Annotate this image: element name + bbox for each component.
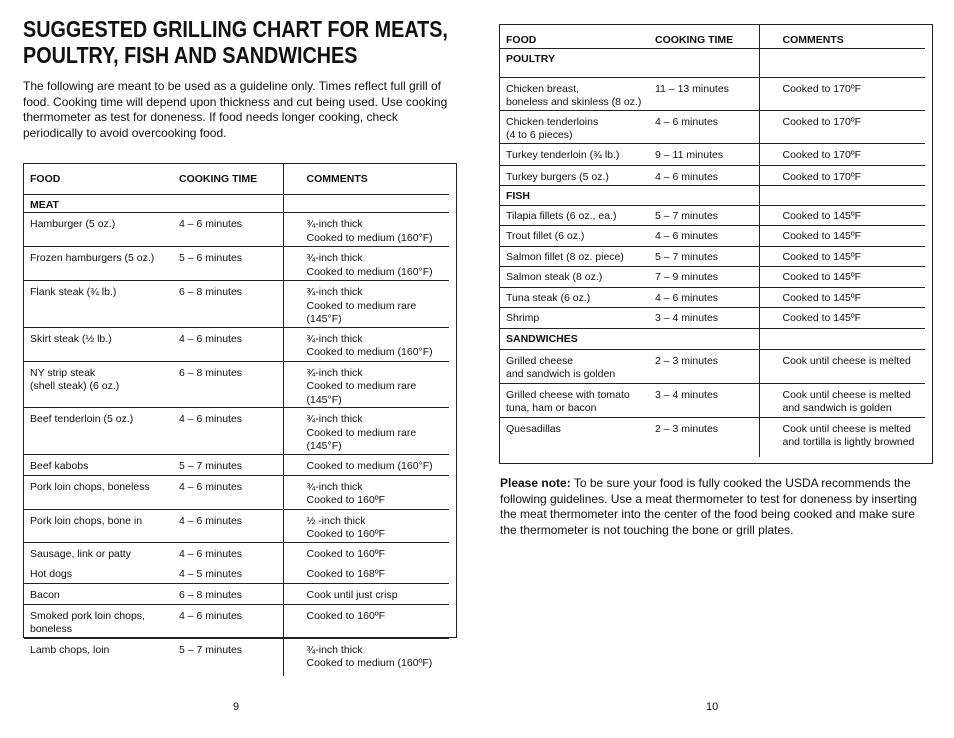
page-number-right: 10	[706, 701, 719, 713]
table-row	[500, 226, 925, 247]
comments-cell-line: Cooked to 170ºF	[782, 148, 862, 161]
header-comments	[759, 25, 925, 48]
time-cell-line: 4 – 6 minutes	[179, 218, 243, 230]
please-note	[500, 476, 920, 538]
comments-cell-line: Cooked to 145ºF	[782, 291, 862, 304]
time-cell-line: 4 – 6 minutes	[179, 547, 243, 560]
comments-cell	[759, 267, 925, 288]
time-cell	[655, 143, 759, 165]
food-cell	[24, 213, 179, 247]
comments-cell-line: Cooked to 170ºF	[782, 170, 862, 183]
comments-cell	[759, 417, 925, 457]
comments-cell	[283, 327, 449, 361]
food-cell-line: Pork loin chops, bone in	[30, 514, 143, 527]
comments-cell-line: Cook until cheese is melted	[782, 422, 911, 435]
time-cell-line: 7 – 9 minutes	[655, 271, 719, 283]
time-cell	[655, 165, 759, 185]
comments-cell-line: Cooked to 160ºF	[306, 494, 386, 506]
food-cell	[500, 143, 655, 165]
comments-cell	[759, 165, 925, 185]
food-cell	[24, 563, 179, 583]
table-row	[24, 509, 449, 542]
page-title: SUGGESTED GRILLING CHART FOR MEATS, POULTRY, FISH AND SANDWICHES	[23, 16, 448, 68]
section-row	[500, 185, 925, 205]
food-cell	[500, 383, 655, 417]
food-cell-line: boneless	[30, 623, 73, 635]
comments-cell	[759, 246, 925, 267]
section-label: SANDWICHES	[506, 332, 578, 345]
section-title	[500, 185, 655, 205]
comments-cell-line: Cooked to medium (160°F)	[306, 265, 433, 278]
food-cell-line: Turkey burgers (5 oz.)	[506, 170, 609, 183]
note-label: Please note:	[500, 476, 571, 490]
comments-cell	[283, 542, 449, 563]
food-cell	[24, 604, 179, 638]
food-cell	[500, 349, 655, 383]
time-cell-line: 5 – 7 minutes	[655, 209, 719, 222]
section-row	[500, 328, 925, 349]
food-cell-line: Beef kabobs	[30, 459, 89, 472]
time-cell-line: 6 – 8 minutes	[179, 286, 243, 298]
food-cell	[500, 267, 655, 288]
table-row	[500, 287, 925, 308]
comments-cell-line: and sandwich is golden	[782, 402, 892, 414]
time-cell-line: 5 – 7 minutes	[179, 459, 243, 472]
table-row	[500, 383, 925, 417]
time-cell	[179, 563, 283, 583]
food-cell-line: Lamb chops, loin	[30, 643, 110, 656]
time-cell	[655, 287, 759, 308]
comments-cell-line: Cooked to medium rare (145°F)	[306, 426, 417, 452]
food-cell	[500, 205, 655, 226]
table-row	[24, 213, 449, 247]
header-time	[179, 164, 283, 194]
comments-cell-line: ¾-inch thick	[306, 218, 363, 230]
time-cell-line: 11 – 13 minutes	[655, 82, 729, 95]
comments-cell	[283, 454, 449, 475]
time-cell-line: 4 – 6 minutes	[179, 609, 243, 622]
time-cell	[179, 583, 283, 604]
table-row	[24, 542, 449, 563]
meat-table	[23, 163, 457, 669]
comments-cell	[759, 383, 925, 417]
section-title	[24, 194, 179, 213]
comments-cell-line: Cooked to 160ºF	[306, 547, 386, 560]
time-cell-line: 2 – 3 minutes	[655, 354, 719, 367]
header-food	[500, 25, 655, 48]
comments-cell-line: Cooked to 160ºF	[306, 609, 386, 622]
food-cell	[24, 542, 179, 563]
table-header	[500, 25, 925, 48]
section-row	[24, 194, 449, 213]
time-cell	[655, 267, 759, 288]
food-cell	[24, 327, 179, 361]
comments-cell-line: Cooked to medium rare (145°F)	[306, 299, 417, 325]
comments-cell	[283, 509, 449, 542]
food-cell-line: NY strip steak	[30, 366, 96, 379]
comments-cell-line: ¾-inch thick	[306, 332, 363, 345]
food-cell	[500, 110, 655, 143]
header-label: FOOD	[30, 173, 61, 185]
food-cell	[24, 583, 179, 604]
table-row	[24, 638, 449, 676]
food-cell	[500, 287, 655, 308]
comments-cell	[759, 110, 925, 143]
food-cell-line: Shrimp	[506, 312, 540, 324]
time-cell	[179, 361, 283, 408]
comments-cell-line: Cook until cheese is melted	[782, 388, 911, 401]
section-empty	[655, 185, 759, 205]
time-cell	[655, 226, 759, 247]
header-time	[655, 25, 759, 48]
food-cell-line: Hot dogs	[30, 568, 73, 580]
food-cell-line: Grilled cheese	[506, 354, 574, 367]
comments-cell-line: Cook until just crisp	[306, 588, 398, 601]
comments-cell-line: Cooked to 145ºF	[782, 271, 862, 283]
page-number-left: 9	[233, 701, 240, 713]
time-cell-line: 4 – 6 minutes	[179, 332, 243, 345]
time-cell	[179, 408, 283, 455]
comments-cell-line: ¾-inch thick	[306, 413, 363, 425]
table-row	[500, 417, 925, 457]
time-cell	[179, 604, 283, 638]
table-row	[24, 361, 449, 408]
time-cell	[179, 509, 283, 542]
section-empty	[655, 48, 759, 77]
food-cell	[24, 408, 179, 455]
time-cell	[655, 77, 759, 110]
time-cell-line: 4 – 5 minutes	[179, 568, 243, 580]
comments-cell	[283, 247, 449, 281]
food-cell-line: (shell steak) (6 oz.)	[30, 380, 120, 392]
time-cell	[655, 349, 759, 383]
time-cell	[655, 110, 759, 143]
comments-cell-line: Cooked to 168ºF	[306, 568, 386, 580]
table-row	[24, 583, 449, 604]
time-cell-line: 4 – 6 minutes	[655, 115, 719, 128]
food-cell-line: Flank steak (¾ lb.)	[30, 286, 117, 298]
comments-cell-line: Cooked to medium (160°F)	[306, 346, 433, 358]
time-cell	[179, 281, 283, 328]
header-label: COOKING TIME	[179, 173, 258, 185]
time-cell-line: 4 – 6 minutes	[655, 230, 719, 242]
time-cell-line: 3 – 4 minutes	[655, 312, 719, 324]
food-cell-line: Chicken breast,	[506, 82, 579, 95]
section-label: POULTRY	[506, 52, 555, 65]
comments-cell	[759, 205, 925, 226]
header-comments	[283, 164, 449, 194]
comments-cell-line: ¾-inch thick	[306, 643, 363, 656]
section-empty	[759, 328, 925, 349]
section-row	[500, 48, 925, 77]
table-row	[24, 247, 449, 281]
table-row	[500, 165, 925, 185]
comments-cell-line: Cooked to 170ºF	[782, 115, 862, 128]
comments-cell	[283, 475, 449, 509]
comments-cell-line: Cooked to 145ºF	[782, 312, 862, 324]
time-cell	[655, 205, 759, 226]
header-food	[24, 164, 179, 194]
comments-cell	[283, 361, 449, 408]
comments-cell-line: ¾-inch thick	[306, 366, 363, 379]
comments-cell-line: Cooked to medium (160°F)	[306, 231, 433, 244]
time-cell	[655, 383, 759, 417]
section-empty	[179, 194, 283, 213]
food-cell-line: tuna, ham or bacon	[506, 402, 597, 414]
header-label: COOKING TIME	[655, 34, 734, 46]
food-cell	[500, 165, 655, 185]
comments-cell	[283, 408, 449, 455]
table-row	[24, 408, 449, 455]
comments-cell	[759, 287, 925, 308]
food-cell	[24, 247, 179, 281]
comments-cell-line: Cooked to 145ºF	[782, 209, 862, 222]
comments-cell-line: Cook until cheese is melted	[782, 354, 911, 367]
comments-cell	[283, 583, 449, 604]
time-cell-line: 4 – 6 minutes	[179, 413, 243, 425]
poultry-fish-sandwich-table	[499, 24, 933, 464]
time-cell	[655, 417, 759, 457]
food-cell	[500, 246, 655, 267]
comments-cell-line: Cooked to 160ºF	[306, 528, 386, 540]
intro-paragraph: The following are meant to be used as a guideline only. Times reflect full grill of food. Cooking time will depend upon thickness and cut being used. Use cooking thermometer as test for doneness. If food needs longer cooking, check periodically to avoid overcooking food.	[23, 79, 448, 140]
comments-cell-line: Cooked to medium (160ºF)	[306, 657, 433, 669]
table-row	[500, 205, 925, 226]
time-cell-line: 9 – 11 minutes	[655, 148, 724, 161]
food-cell	[500, 77, 655, 110]
food-cell	[24, 638, 179, 676]
comments-cell-line: Cooked to 170ºF	[782, 82, 862, 95]
table-row	[24, 563, 449, 583]
time-cell-line: 4 – 6 minutes	[655, 291, 719, 304]
comments-cell	[283, 604, 449, 638]
time-cell-line: 4 – 6 minutes	[179, 514, 243, 527]
time-cell	[179, 247, 283, 281]
food-cell-line: Skirt steak (½ lb.)	[30, 332, 112, 345]
time-cell-line: 6 – 8 minutes	[179, 588, 243, 601]
comments-cell	[283, 563, 449, 583]
header-label: COMMENTS	[306, 173, 368, 185]
time-cell-line: 5 – 7 minutes	[655, 250, 719, 263]
food-cell	[24, 475, 179, 509]
section-title	[500, 48, 655, 77]
table-row	[500, 77, 925, 110]
food-cell-line: Frozen hamburgers (5 oz.)	[30, 252, 155, 264]
table-row	[500, 110, 925, 143]
header-label: FOOD	[506, 34, 537, 46]
time-cell-line: 2 – 3 minutes	[655, 422, 719, 435]
comments-cell	[759, 226, 925, 247]
section-empty	[655, 328, 759, 349]
food-cell	[24, 361, 179, 408]
food-cell	[24, 454, 179, 475]
section-empty	[759, 185, 925, 205]
section-title	[500, 328, 655, 349]
table-row	[24, 327, 449, 361]
food-cell-line: Turkey tenderloin (¾ lb.)	[506, 148, 620, 161]
food-cell-line: Hamburger (5 oz.)	[30, 218, 116, 230]
time-cell-line: 5 – 6 minutes	[179, 252, 243, 264]
time-cell	[179, 213, 283, 247]
comments-cell	[759, 77, 925, 110]
table-row	[500, 246, 925, 267]
table-row	[24, 281, 449, 328]
food-cell	[24, 281, 179, 328]
section-label: MEAT	[30, 198, 59, 211]
table-row	[24, 604, 449, 638]
food-cell-line: Bacon	[30, 588, 60, 601]
food-cell-line: Tuna steak (6 oz.)	[506, 291, 591, 304]
food-cell-line: Salmon fillet (8 oz. piece)	[506, 250, 624, 263]
table-row	[24, 454, 449, 475]
food-cell-line: boneless and skinless (8 oz.)	[506, 96, 642, 108]
table-header	[24, 164, 449, 194]
time-cell	[179, 454, 283, 475]
food-cell-line: Salmon steak (8 oz.)	[506, 271, 603, 283]
food-cell-line: (4 to 6 pieces)	[506, 129, 573, 141]
time-cell-line: 4 – 6 minutes	[655, 170, 719, 183]
section-label: FISH	[506, 189, 530, 202]
food-cell	[500, 417, 655, 457]
time-cell-line: 3 – 4 minutes	[655, 388, 719, 401]
comments-cell-line: ¾-inch thick	[306, 480, 363, 493]
comments-cell	[283, 638, 449, 676]
comments-cell-line: ¾-inch thick	[306, 286, 363, 298]
time-cell	[179, 327, 283, 361]
header-label: COMMENTS	[782, 34, 844, 46]
table-row	[500, 267, 925, 288]
comments-cell-line: Cooked to medium rare (145°F)	[306, 380, 417, 406]
comments-cell	[283, 213, 449, 247]
comments-cell	[759, 349, 925, 383]
note-text: To be sure your food is fully cooked the USDA recommends the following guidelines. Use a meat thermometer to test for doneness by inserting the meat thermometer into the center of the food being cooked and make sure the thermometer is not touching the bone or grill plates.	[500, 476, 917, 537]
time-cell-line: 4 – 6 minutes	[179, 480, 243, 493]
comments-cell-line: Cooked to 145ºF	[782, 230, 862, 242]
time-cell-line: 6 – 8 minutes	[179, 366, 243, 379]
comments-cell-line: ¾-inch thick	[306, 252, 363, 264]
food-cell-line: and sandwich is golden	[506, 368, 616, 380]
time-cell	[655, 308, 759, 329]
food-cell-line: Grilled cheese with tomato	[506, 388, 630, 401]
comments-cell-line: Cooked to 145ºF	[782, 250, 862, 263]
food-cell-line: Tilapia fillets (6 oz., ea.)	[506, 209, 617, 222]
time-cell	[179, 542, 283, 563]
table-row	[500, 143, 925, 165]
section-empty	[759, 48, 925, 77]
table-row	[500, 349, 925, 383]
food-cell-line: Pork loin chops, boneless	[30, 480, 150, 493]
time-cell-line: 5 – 7 minutes	[179, 643, 243, 656]
comments-cell-line: Cooked to medium (160°F)	[306, 459, 433, 472]
food-cell-line: Quesadillas	[506, 422, 561, 435]
table-row	[500, 308, 925, 329]
food-cell	[500, 226, 655, 247]
comments-cell	[759, 143, 925, 165]
section-empty	[283, 194, 449, 213]
food-cell-line: Beef tenderloin (5 oz.)	[30, 413, 134, 425]
food-cell-line: Trout fillet (6 oz.)	[506, 230, 585, 242]
food-cell-line: Sausage, link or patty	[30, 547, 131, 560]
time-cell	[179, 638, 283, 676]
table-row	[24, 475, 449, 509]
food-cell-line: Chicken tenderloins	[506, 115, 599, 128]
time-cell	[179, 475, 283, 509]
time-cell	[655, 246, 759, 267]
comments-cell	[283, 281, 449, 328]
comments-cell-line: and tortilla is lightly browned	[782, 436, 915, 448]
food-cell	[24, 509, 179, 542]
comments-cell-line: ½ -inch thick	[306, 514, 366, 527]
food-cell-line: Smoked pork loin chops,	[30, 609, 145, 622]
comments-cell	[759, 308, 925, 329]
food-cell	[500, 308, 655, 329]
